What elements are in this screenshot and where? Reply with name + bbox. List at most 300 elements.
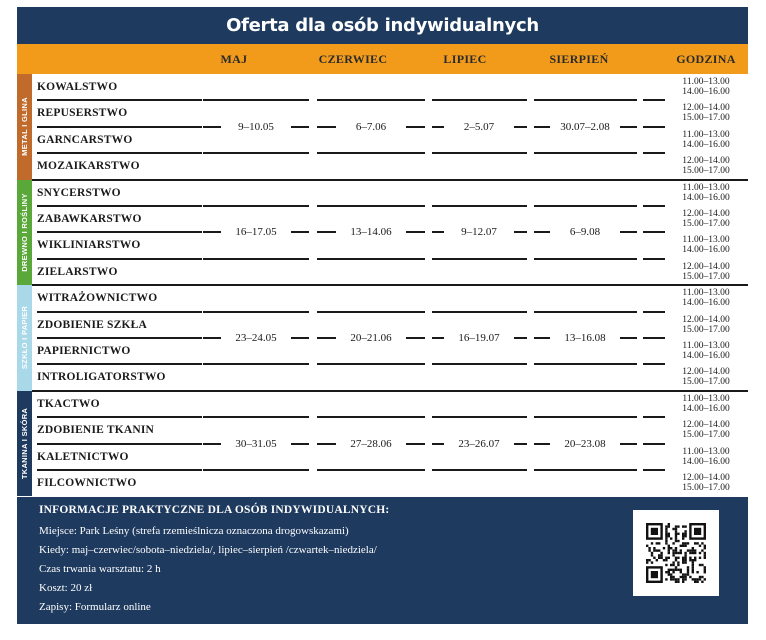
date-range: 6–7.06 [336,117,406,137]
hours-cell [667,153,745,179]
row-separator [317,205,425,207]
hours-cell [667,470,745,496]
qr-module [696,571,698,573]
qr-module [665,530,667,532]
qr-module [668,571,670,573]
hours-slot: 14.00–16.00 [682,403,730,414]
qr-module [682,525,684,527]
qr-module [675,528,677,530]
qr-module [672,561,674,563]
qr-module [656,542,658,544]
qr-module [651,561,653,563]
craft-name: REPUSERSTWO [37,107,128,120]
date-range: 23–24.05 [221,328,291,348]
qr-module [699,564,701,566]
row-separator [534,469,637,471]
row-separator [317,416,425,418]
qr-module [689,557,691,559]
qr-module [668,547,670,549]
qr-module [672,564,674,566]
qr-module [675,559,677,561]
qr-module [677,564,679,566]
qr-module [694,559,696,561]
row-separator [643,126,665,128]
qr-module [701,542,703,544]
qr-module [699,576,701,578]
qr-module [668,535,670,537]
hours-slot: 11.00–13.00 [682,235,730,246]
qr-module [665,535,667,537]
qr-module [665,578,667,580]
qr-module [658,549,660,551]
row-separator [432,363,527,365]
hours-cell [667,364,745,390]
date-range: 16–19.07 [444,328,514,348]
qr-module [684,554,686,556]
qr-module [701,549,703,551]
qr-module [672,542,674,544]
qr-module [675,537,677,539]
qr-finder-core [694,528,701,535]
row-separator [534,152,637,154]
qr-module [677,557,679,559]
craft-name: ZABAWKARSTWO [37,213,142,225]
row-separator [432,152,527,154]
qr-module [704,569,706,571]
hours-slot: 15.00–17.00 [682,324,730,335]
qr-module [668,569,670,571]
qr-module [658,554,660,556]
craft-name: ZDOBIENIE SZKŁA [37,318,148,331]
qr-module [701,564,703,566]
qr-module [670,578,672,580]
qr-module [670,573,672,575]
qr-module [675,535,677,537]
qr-module [687,569,689,571]
row-separator [203,152,309,154]
qr-module [648,547,650,549]
qr-module [672,571,674,573]
qr-module [675,547,677,549]
qr-module [687,566,689,568]
qr-module [665,533,667,535]
qr-module [692,566,694,568]
qr-module [668,545,670,547]
row-separator [203,469,309,471]
row-separator [534,205,637,207]
qr-module [694,557,696,559]
hours-slot: 15.00–17.00 [682,166,730,177]
qr-module [682,537,684,539]
qr-module [665,559,667,561]
qr-module [668,549,670,551]
hours-slot: 14.00–16.00 [682,456,730,467]
qr-module [658,557,660,559]
qr-module [704,554,706,556]
qr-module [689,552,691,554]
qr-module [692,578,694,580]
qr-module [677,581,679,583]
qr-module [689,549,691,551]
qr-module [692,549,694,551]
qr-module [677,533,679,535]
hours-slot: 11.00–13.00 [682,182,730,193]
qr-module [682,578,684,580]
qr-module [680,545,682,547]
row-separator [203,416,309,418]
row-separator [317,311,425,313]
qr-module [699,557,701,559]
qr-module [653,557,655,559]
qr-module [692,559,694,561]
qr-module [684,552,686,554]
hours-slot: 11.00–13.00 [682,446,730,457]
header-month-july: LIPIEC [443,51,487,66]
qr-module [687,542,689,544]
row-separator [534,99,637,101]
qr-module [696,581,698,583]
row-separator [317,363,425,365]
hours-cell [667,259,745,285]
qr-module [668,525,670,527]
craft-name: FILCOWNICTWO [37,477,137,489]
row-separator [203,258,309,260]
qr-module [675,557,677,559]
date-range: 13–16.08 [550,328,620,348]
qr-module [689,559,691,561]
header-month-may: MAJ [220,51,248,66]
hours-slot: 11.00–13.00 [682,288,730,299]
qr-module [658,542,660,544]
row-separator [432,258,527,260]
qr-module [684,542,686,544]
qr-module [677,578,679,580]
craft-name: GARNCARSTWO [37,133,133,146]
hours-slot: 11.00–13.00 [682,77,730,87]
info-cost: Koszt: 20 zł [39,582,93,594]
qr-module [704,571,706,573]
qr-module [696,542,698,544]
qr-module [665,564,667,566]
qr-module [704,545,706,547]
row-separator [432,469,527,471]
row-separator [203,311,309,313]
header-month-june: CZERWIEC [318,51,388,66]
qr-module [675,581,677,583]
date-range: 20–23.08 [550,434,620,454]
qr-module [646,561,648,563]
hours-slot: 15.00–17.00 [682,219,730,229]
qr-module [682,557,684,559]
row-separator [643,469,665,471]
qr-module [677,569,679,571]
craft-name: SNYCERSTWO [37,186,121,199]
qr-module [689,576,691,578]
table-header [17,44,748,74]
qr-module [648,559,650,561]
category-strip [17,285,32,391]
hours-slot: 12.00–14.00 [682,103,730,114]
qr-module [684,557,686,559]
qr-finder-core [651,528,658,535]
group-separator [32,179,748,181]
qr-module [682,581,684,583]
info-signup: Zapisy: Formularz online [39,601,151,613]
row-separator [203,99,309,101]
qr-module [668,533,670,535]
qr-module [672,552,674,554]
date-range: 20–21.06 [336,328,406,348]
hours-slot: 12.00–14.00 [682,473,730,483]
row-separator [203,363,309,365]
hours-cell [667,206,745,232]
row-separator [643,231,665,233]
qr-module [682,561,684,563]
qr-module [682,533,684,535]
hours-cell [667,312,745,338]
qr-module [653,549,655,551]
hours-slot: 14.00–16.00 [682,298,730,309]
date-range: 27–28.06 [336,434,406,454]
hours-slot: 12.00–14.00 [682,156,730,167]
row-separator [203,205,309,207]
qr-module [682,542,684,544]
qr-module [694,581,696,583]
date-range: 2–5.07 [444,117,514,137]
row-separator [317,152,425,154]
qr-module [675,525,677,527]
practical-info [39,504,619,617]
craft-name: WITRAŻOWNICTWO [37,292,158,305]
qr-module [665,557,667,559]
qr-module [672,569,674,571]
row-separator [534,416,637,418]
craft-name: ZDOBIENIE TKANIN [37,424,155,437]
date-range: 16–17.05 [221,222,291,242]
qr-module [665,540,667,542]
date-range: 30.07–2.08 [550,117,620,137]
qr-module [675,569,677,571]
row-separator [643,152,665,154]
row-separator [432,416,527,418]
qr-module [670,576,672,578]
qr-code[interactable] [633,510,719,596]
qr-module [648,549,650,551]
craft-name: MOZAIKARSTWO [37,160,140,173]
qr-module [682,545,684,547]
hours-slot: 15.00–17.00 [682,271,730,282]
qr-module [675,533,677,535]
hours-cell [667,444,745,470]
qr-module [696,578,698,580]
row-separator [432,311,527,313]
qr-module [677,540,679,542]
qr-module [684,561,686,563]
craft-name: KALETNICTWO [37,450,129,463]
craft-name: ZIELARSTWO [37,265,118,278]
hours-slot: 12.00–14.00 [682,209,730,219]
qr-code-image [633,510,719,596]
qr-module [656,549,658,551]
row-separator [317,469,425,471]
qr-module [663,559,665,561]
schedule-table [17,74,748,497]
qr-module [663,547,665,549]
qr-module [675,540,677,542]
qr-module [682,559,684,561]
qr-module [665,571,667,573]
qr-module [682,535,684,537]
page-title: Oferta dla osób indywidualnych [226,15,539,36]
qr-module [651,542,653,544]
qr-module [692,561,694,563]
qr-module [699,552,701,554]
qr-module [687,571,689,573]
qr-module [665,525,667,527]
qr-module [704,552,706,554]
category-strip [17,74,32,180]
qr-module [701,581,703,583]
qr-module [694,542,696,544]
hours-cell [667,100,745,126]
date-range: 9–10.05 [221,117,291,137]
hours-slot: 11.00–13.00 [682,129,730,140]
qr-module [675,549,677,551]
category-strip [17,391,32,497]
qr-module [660,552,662,554]
row-separator [643,443,665,445]
date-range: 30–31.05 [221,434,291,454]
hours-cell [667,391,745,417]
craft-name: KOWALSTWO [37,81,118,93]
row-separator [317,258,425,260]
row-separator [432,99,527,101]
hours-slot: 15.00–17.00 [682,483,730,493]
hours-slot: 15.00–17.00 [682,113,730,124]
qr-module [651,554,653,556]
header-hours: GODZINA [676,51,736,66]
category-strip [17,180,32,286]
offer-card [17,7,748,624]
info-place: Miejsce: Park Leśny (strefa rzemieślnicza oznaczona drogowskazami) [39,525,349,537]
row-separator [534,363,637,365]
hours-slot: 12.00–14.00 [682,420,730,431]
qr-module [668,557,670,559]
row-separator [643,258,665,260]
qr-module [701,576,703,578]
row-separator [317,99,425,101]
row-separator [643,311,665,313]
header-month-august: SIERPIEŃ [549,51,609,66]
qr-module [677,561,679,563]
qr-module [646,559,648,561]
qr-module [684,573,686,575]
qr-module [684,530,686,532]
hours-cell [667,338,745,364]
date-range: 13–14.06 [336,222,406,242]
qr-module [665,537,667,539]
qr-module [660,557,662,559]
category-label: TKANINA I SKÓRA [20,407,29,480]
qr-module [684,533,686,535]
qr-module [684,559,686,561]
qr-module [675,530,677,532]
qr-module [668,523,670,525]
row-separator [432,205,527,207]
info-title: INFORMACJE PRAKTYCZNE DLA OSÓB INDYWIDUALNYCH: [39,504,390,516]
category-label: SZKŁO I PAPIER [20,306,30,370]
craft-name: INTROLIGATORSTWO [37,371,166,384]
row-separator [643,205,665,207]
qr-module [699,545,701,547]
row-separator [643,99,665,101]
hours-slot: 11.00–13.00 [682,393,730,404]
qr-module [672,576,674,578]
qr-module [670,569,672,571]
hours-slot: 14.00–16.00 [682,87,730,97]
hours-cell [667,127,745,153]
qr-module [672,578,674,580]
qr-module [670,547,672,549]
qr-module [653,547,655,549]
hours-slot: 14.00–16.00 [682,139,730,150]
qr-module [656,559,658,561]
qr-module [668,552,670,554]
category-label: DREWNO I ROŚLINY [20,193,29,272]
qr-module [672,554,674,556]
craft-name: TKACTWO [37,397,100,410]
hours-slot: 11.00–13.00 [682,341,730,351]
qr-module [675,552,677,554]
qr-module [677,525,679,527]
row-separator [643,363,665,365]
info-duration: Czas trwania warsztatu: 2 h [39,563,161,575]
info-when: Kiedy: maj–czerwiec/sobota–niedziela/, lipiec–sierpień /czwartek–niedziela/ [39,544,377,556]
craft-name: WIKLINIARSTWO [37,239,141,252]
qr-module [675,566,677,568]
qr-module [675,578,677,580]
qr-module [665,542,667,544]
hours-cell [667,74,745,100]
qr-module [687,573,689,575]
craft-name: PAPIERNICTWO [37,345,131,357]
qr-finder-core [651,571,658,578]
qr-module [651,552,653,554]
qr-module [694,578,696,580]
qr-module [646,545,648,547]
hours-slot: 14.00–16.00 [682,351,730,361]
qr-module [680,576,682,578]
qr-module [672,549,674,551]
qr-module [670,537,672,539]
qr-module [692,547,694,549]
qr-module [704,578,706,580]
qr-module [684,578,686,580]
hours-slot: 14.00–16.00 [682,245,730,256]
row-separator [534,311,637,313]
row-separator [643,337,665,339]
qr-module [680,571,682,573]
hours-cell [667,417,745,443]
hours-slot: 15.00–17.00 [682,377,730,388]
qr-module [682,573,684,575]
row-separator [534,258,637,260]
qr-module [692,571,694,573]
qr-module [668,573,670,575]
row-separator [643,416,665,418]
qr-module [684,545,686,547]
hours-slot: 14.00–16.00 [682,192,730,203]
